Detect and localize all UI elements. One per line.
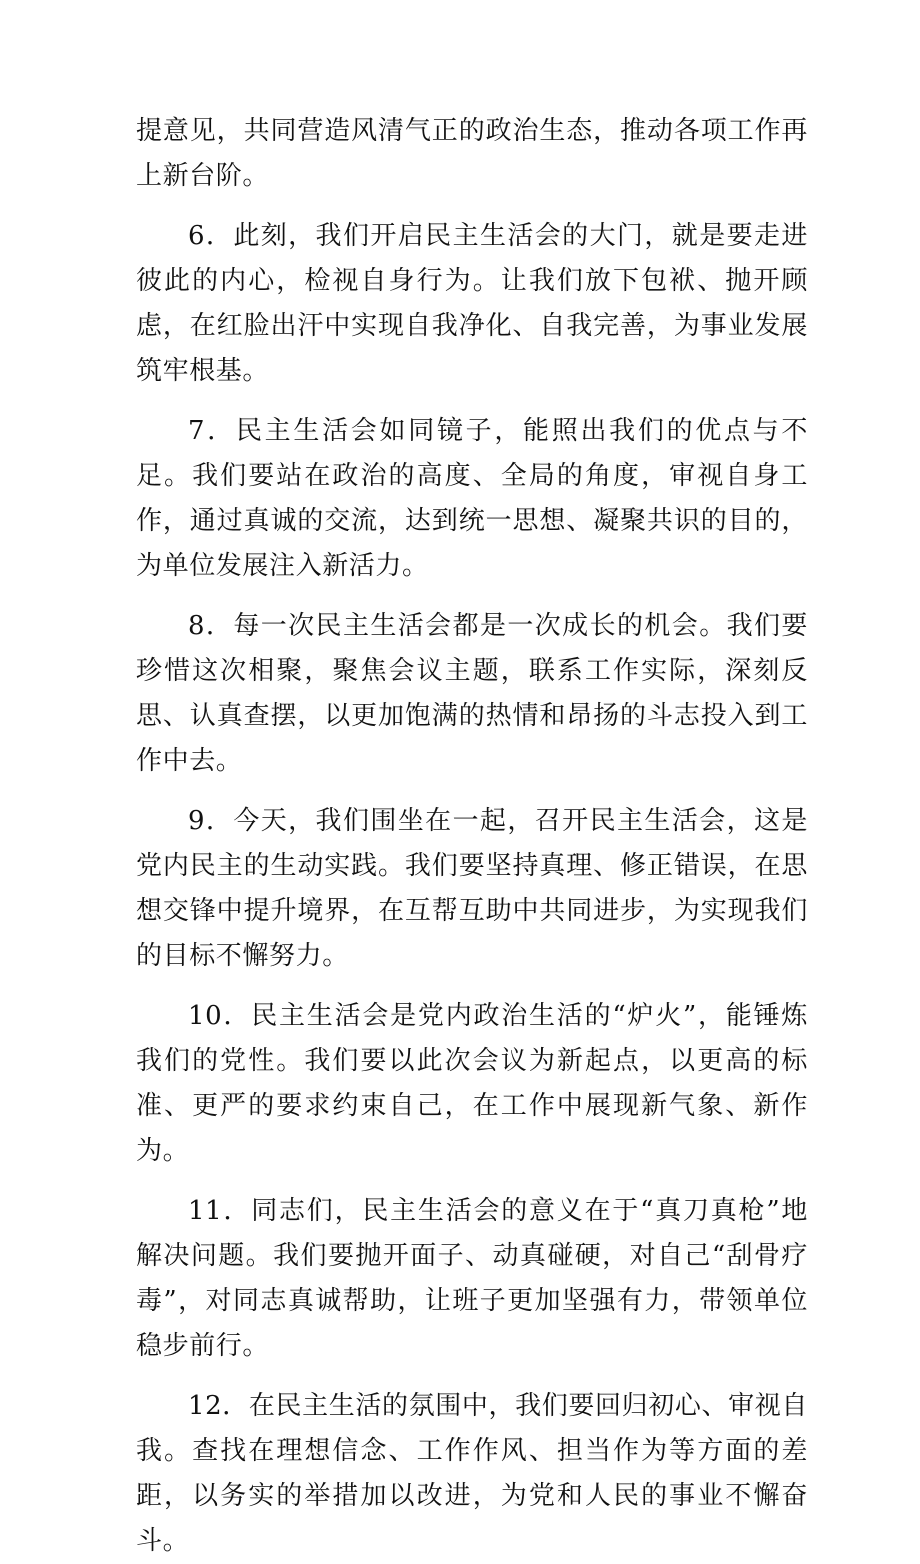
paragraph-10: 10．民主生活会是党内政治生活的“炉火”，能锤炼我们的党性。我们要以此次会议为新起点，以更高的标准、更严的要求约束自己，在工作中展现新气象、新作为。 <box>136 1001 808 1166</box>
paragraph-11: 11．同志们，民主生活会的意义在于“真刀真枪”地解决问题。我们要抛开面子、动真碰硬，对自己“刮骨疗毒”，对同志真诚帮助，让班子更加坚强有力，带领单位稳步前行。 <box>136 1196 808 1361</box>
paragraph-12: 12．在民主生活的氛围中，我们要回归初心、审视自我。查找在理想信念、工作作风、担当作为等方面的差距，以务实的举措加以改进，为党和人民的事业不懈奋斗。 <box>136 1391 808 1556</box>
paragraph-9: 9．今天，我们围坐在一起，召开民主生活会，这是党内民主的生动实践。我们要坚持真理、修正错误，在思想交锋中提升境界，在互帮互助中共同进步，为实现我们的目标不懈努力。 <box>136 806 808 971</box>
document-body <box>136 109 808 1564</box>
paragraph-8: 8．每一次民主生活会都是一次成长的机会。我们要珍惜这次相聚，聚焦会议主题，联系工作实际，深刻反思、认真查摆，以更加饱满的热情和昂扬的斗志投入到工作中去。 <box>136 611 808 776</box>
paragraph-6: 6．此刻，我们开启民主生活会的大门，就是要走进彼此的内心，检视自身行为。让我们放下包袱、抛开顾虑，在红脸出汗中实现自我净化、自我完善，为事业发展筑牢根基。 <box>136 221 808 386</box>
paragraph-continuation: 提意见，共同营造风清气正的政治生态，推动各项工作再上新台阶。 <box>136 116 808 191</box>
paragraph-7: 7．民主生活会如同镜子，能照出我们的优点与不足。我们要站在政治的高度、全局的角度，审视自身工作，通过真诚的交流，达到统一思想、凝聚共识的目的，为单位发展注入新活力。 <box>136 416 808 581</box>
